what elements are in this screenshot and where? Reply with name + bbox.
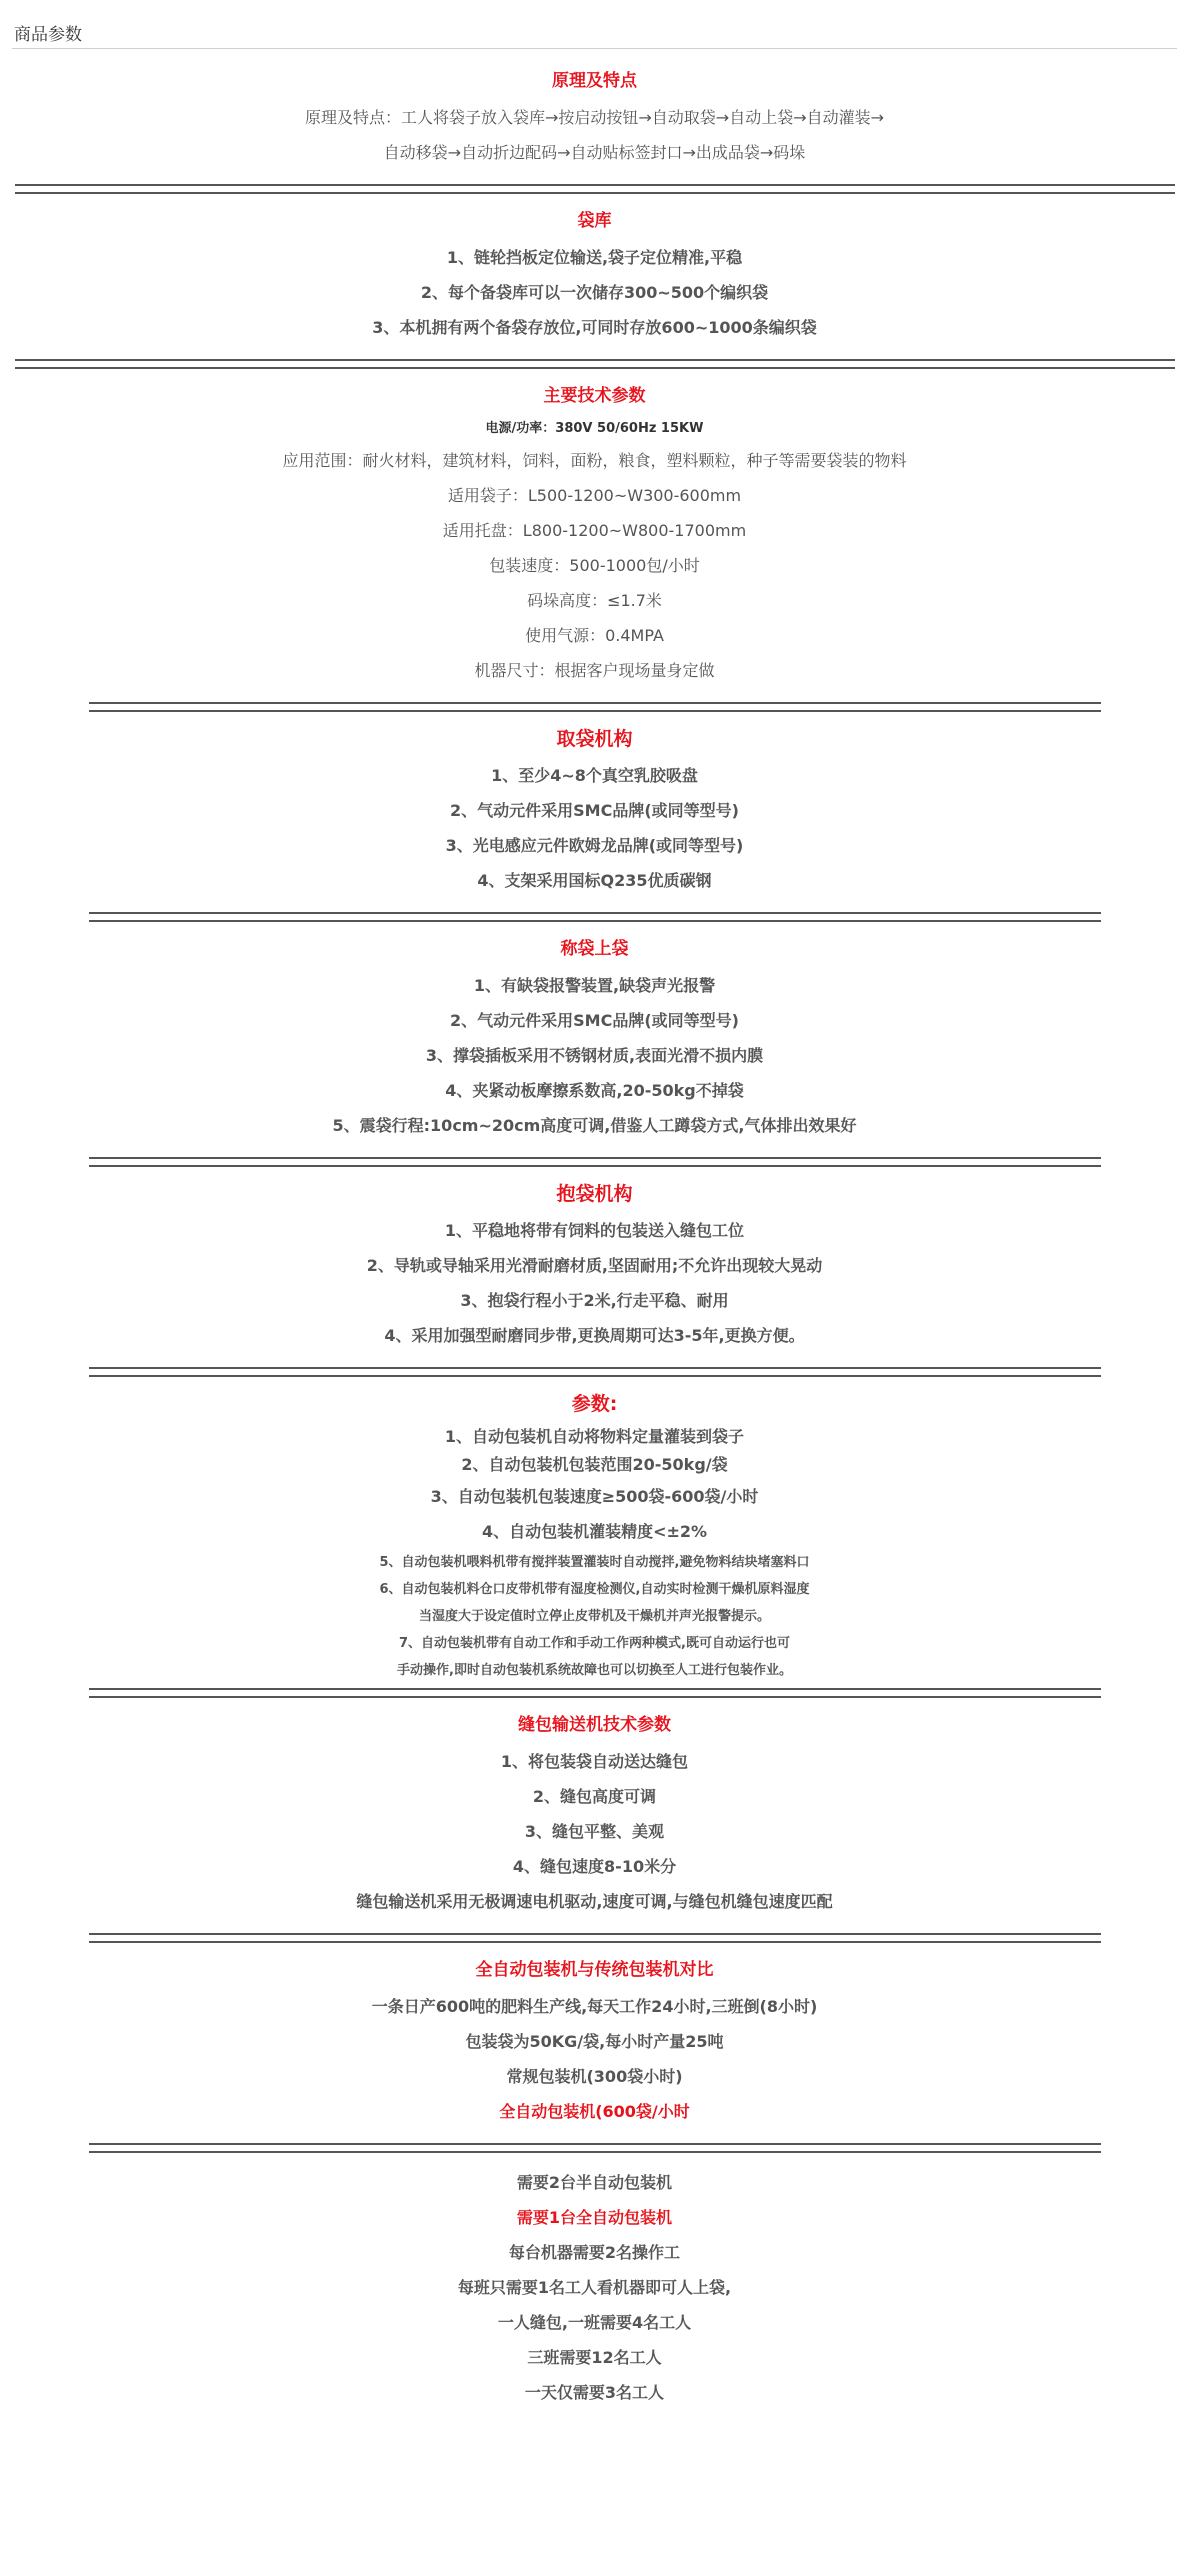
- page-header: [12, 14, 1177, 49]
- section-main-specs: [0, 369, 1189, 688]
- section-comparison: [0, 1943, 1189, 2129]
- divider: [15, 184, 1175, 194]
- text-line: 手动操作,即时自动包装机系统故障也可以切换至人工进行包装作业。: [397, 1663, 792, 1678]
- text-line: 包装袋为50KG/袋,每小时产量25吨: [465, 2032, 724, 2051]
- highlight-line: 需要1台全自动包装机: [516, 2208, 673, 2227]
- text-line: 4、支架采用国标Q235优质碳钢: [477, 871, 712, 890]
- text-line: 一条日产600吨的肥料生产线,每天工作24小时,三班倒(8小时): [371, 1997, 818, 2016]
- text-line: 6、自动包装机料仓口皮带机带有湿度检测仪,自动实时检测干燥机原料湿度: [379, 1582, 810, 1597]
- section-principle: [0, 52, 1189, 170]
- text-line: 2、导轨或导轴采用光滑耐磨材质,坚固耐用;不允许出现较大晃动: [366, 1256, 823, 1275]
- text-line: 包装速度：500-1000包/小时: [489, 556, 700, 575]
- section-parameters: [0, 1377, 1189, 1684]
- text-line: 适用托盘：L800-1200~W800-1700mm: [442, 521, 747, 540]
- section-title: 主要技术参数: [543, 386, 646, 406]
- divider: [15, 359, 1175, 369]
- text-line: 码垛高度：≤1.7米: [527, 591, 662, 610]
- divider: [89, 702, 1101, 712]
- text-line: 原理及特点：工人将袋子放入袋库→按启动按钮→自动取袋→自动上袋→自动灌装→: [304, 108, 885, 127]
- text-line: 2、自动包装机包装范围20-50kg/袋: [461, 1455, 728, 1474]
- divider: [89, 1157, 1101, 1167]
- text-line: 4、采用加强型耐磨同步带,更换周期可达3-5年,更换方便。: [384, 1326, 805, 1345]
- text-line: 需要2台半自动包装机: [516, 2173, 673, 2192]
- text-line: 3、抱袋行程小于2米,行走平稳、耐用: [460, 1291, 729, 1310]
- text-line: 电源/功率：380V 50/60Hz 15KW: [485, 421, 704, 436]
- section-title: 称袋上袋: [560, 939, 629, 959]
- text-line: 4、夹紧动板摩擦系数高,20-50kg不掉袋: [445, 1081, 744, 1100]
- text-line: 一人缝包,一班需要4名工人: [497, 2313, 692, 2332]
- text-line: 1、有缺袋报警装置,缺袋声光报警: [473, 976, 716, 995]
- text-line: 2、缝包高度可调: [532, 1787, 657, 1806]
- text-line: 机器尺寸：根据客户现场量身定做: [474, 661, 715, 680]
- text-line: 3、撑袋插板采用不锈钢材质,表面光滑不损内膜: [425, 1046, 764, 1065]
- section-sewing-conveyor: [0, 1698, 1189, 1919]
- divider: [89, 1933, 1101, 1943]
- text-line: 2、气动元件采用SMC品牌(或同等型号): [450, 1011, 739, 1030]
- text-line: 1、自动包装机自动将物料定量灌装到袋子: [444, 1427, 745, 1446]
- text-line: 1、将包装袋自动送达缝包: [500, 1752, 689, 1771]
- section-title: 原理及特点: [552, 71, 637, 91]
- divider: [89, 1367, 1101, 1377]
- text-line: 2、气动元件采用SMC品牌(或同等型号): [450, 801, 739, 820]
- text-line: 每班只需要1名工人看机器即可人上袋,: [457, 2278, 732, 2297]
- section-title: 缝包输送机技术参数: [518, 1715, 671, 1735]
- text-line: 7、自动包装机带有自动工作和手动工作两种模式,既可自动运行也可: [399, 1636, 790, 1651]
- text-line: 3、光电感应元件欧姆龙品牌(或同等型号): [445, 836, 744, 855]
- section-bag-magazine: [0, 194, 1189, 345]
- section-workforce: [0, 2153, 1189, 2410]
- text-line: 使用气源：0.4MPA: [525, 626, 664, 645]
- divider: [89, 2143, 1101, 2153]
- section-bag-loading: [0, 922, 1189, 1143]
- text-line: 适用袋子：L500-1200~W300-600mm: [447, 486, 742, 505]
- text-line: 3、自动包装机包装速度≥500袋-600袋/小时: [430, 1487, 759, 1506]
- section-bag-holding: [0, 1167, 1189, 1353]
- text-line: 3、本机拥有两个备袋存放位,可同时存放600~1000条编织袋: [372, 318, 817, 337]
- divider: [89, 912, 1101, 922]
- section-title: 袋库: [577, 211, 612, 231]
- text-line: 4、缝包速度8-10米分: [512, 1857, 677, 1876]
- section-title: 取袋机构: [556, 728, 633, 750]
- product-description: [0, 52, 1189, 2410]
- text-line: 当湿度大于设定值时立停止皮带机及干燥机并声光报警提示。: [418, 1609, 770, 1624]
- text-line: 1、链轮挡板定位输送,袋子定位精准,平稳: [446, 248, 743, 267]
- text-line: 5、震袋行程:10cm~20cm高度可调,借鉴人工蹲袋方式,气体排出效果好: [332, 1116, 857, 1135]
- text-line: 4、自动包装机灌装精度<±2%: [481, 1522, 708, 1541]
- text-line: 1、平稳地将带有饲料的包装送入缝包工位: [444, 1221, 745, 1240]
- text-line: 每台机器需要2名操作工: [508, 2243, 681, 2262]
- text-line: 5、自动包装机喂料机带有搅拌装置灌装时自动搅拌,避免物料结块堵塞料口: [379, 1555, 810, 1570]
- text-line: 1、至少4~8个真空乳胶吸盘: [491, 766, 698, 785]
- section-title: 全自动包装机与传统包装机对比: [475, 1960, 714, 1980]
- divider: [89, 1688, 1101, 1698]
- tab-product-params[interactable]: 商品参数: [14, 25, 82, 45]
- section-bag-picking: [0, 712, 1189, 898]
- text-line: 应用范围：耐火材料，建筑材料，饲料，面粉，粮食，塑料颗粒，种子等需要袋装的物料: [282, 451, 907, 470]
- section-title: 参数:: [571, 1393, 618, 1415]
- text-line: 三班需要12名工人: [527, 2348, 662, 2367]
- highlight-line: 全自动包装机(600袋/小时: [499, 2102, 690, 2121]
- text-line: 缝包输送机采用无极调速电机驱动,速度可调,与缝包机缝包速度匹配: [356, 1892, 833, 1911]
- text-line: 3、缝包平整、美观: [524, 1822, 665, 1841]
- text-line: 一天仅需要3名工人: [524, 2383, 665, 2402]
- text-line: 常规包装机(300袋小时): [506, 2067, 683, 2086]
- text-line: 自动移袋→自动折边配码→自动贴标签封口→出成品袋→码垛: [383, 143, 806, 162]
- section-title: 抱袋机构: [556, 1183, 633, 1205]
- text-line: 2、每个备袋库可以一次储存300~500个编织袋: [420, 283, 769, 302]
